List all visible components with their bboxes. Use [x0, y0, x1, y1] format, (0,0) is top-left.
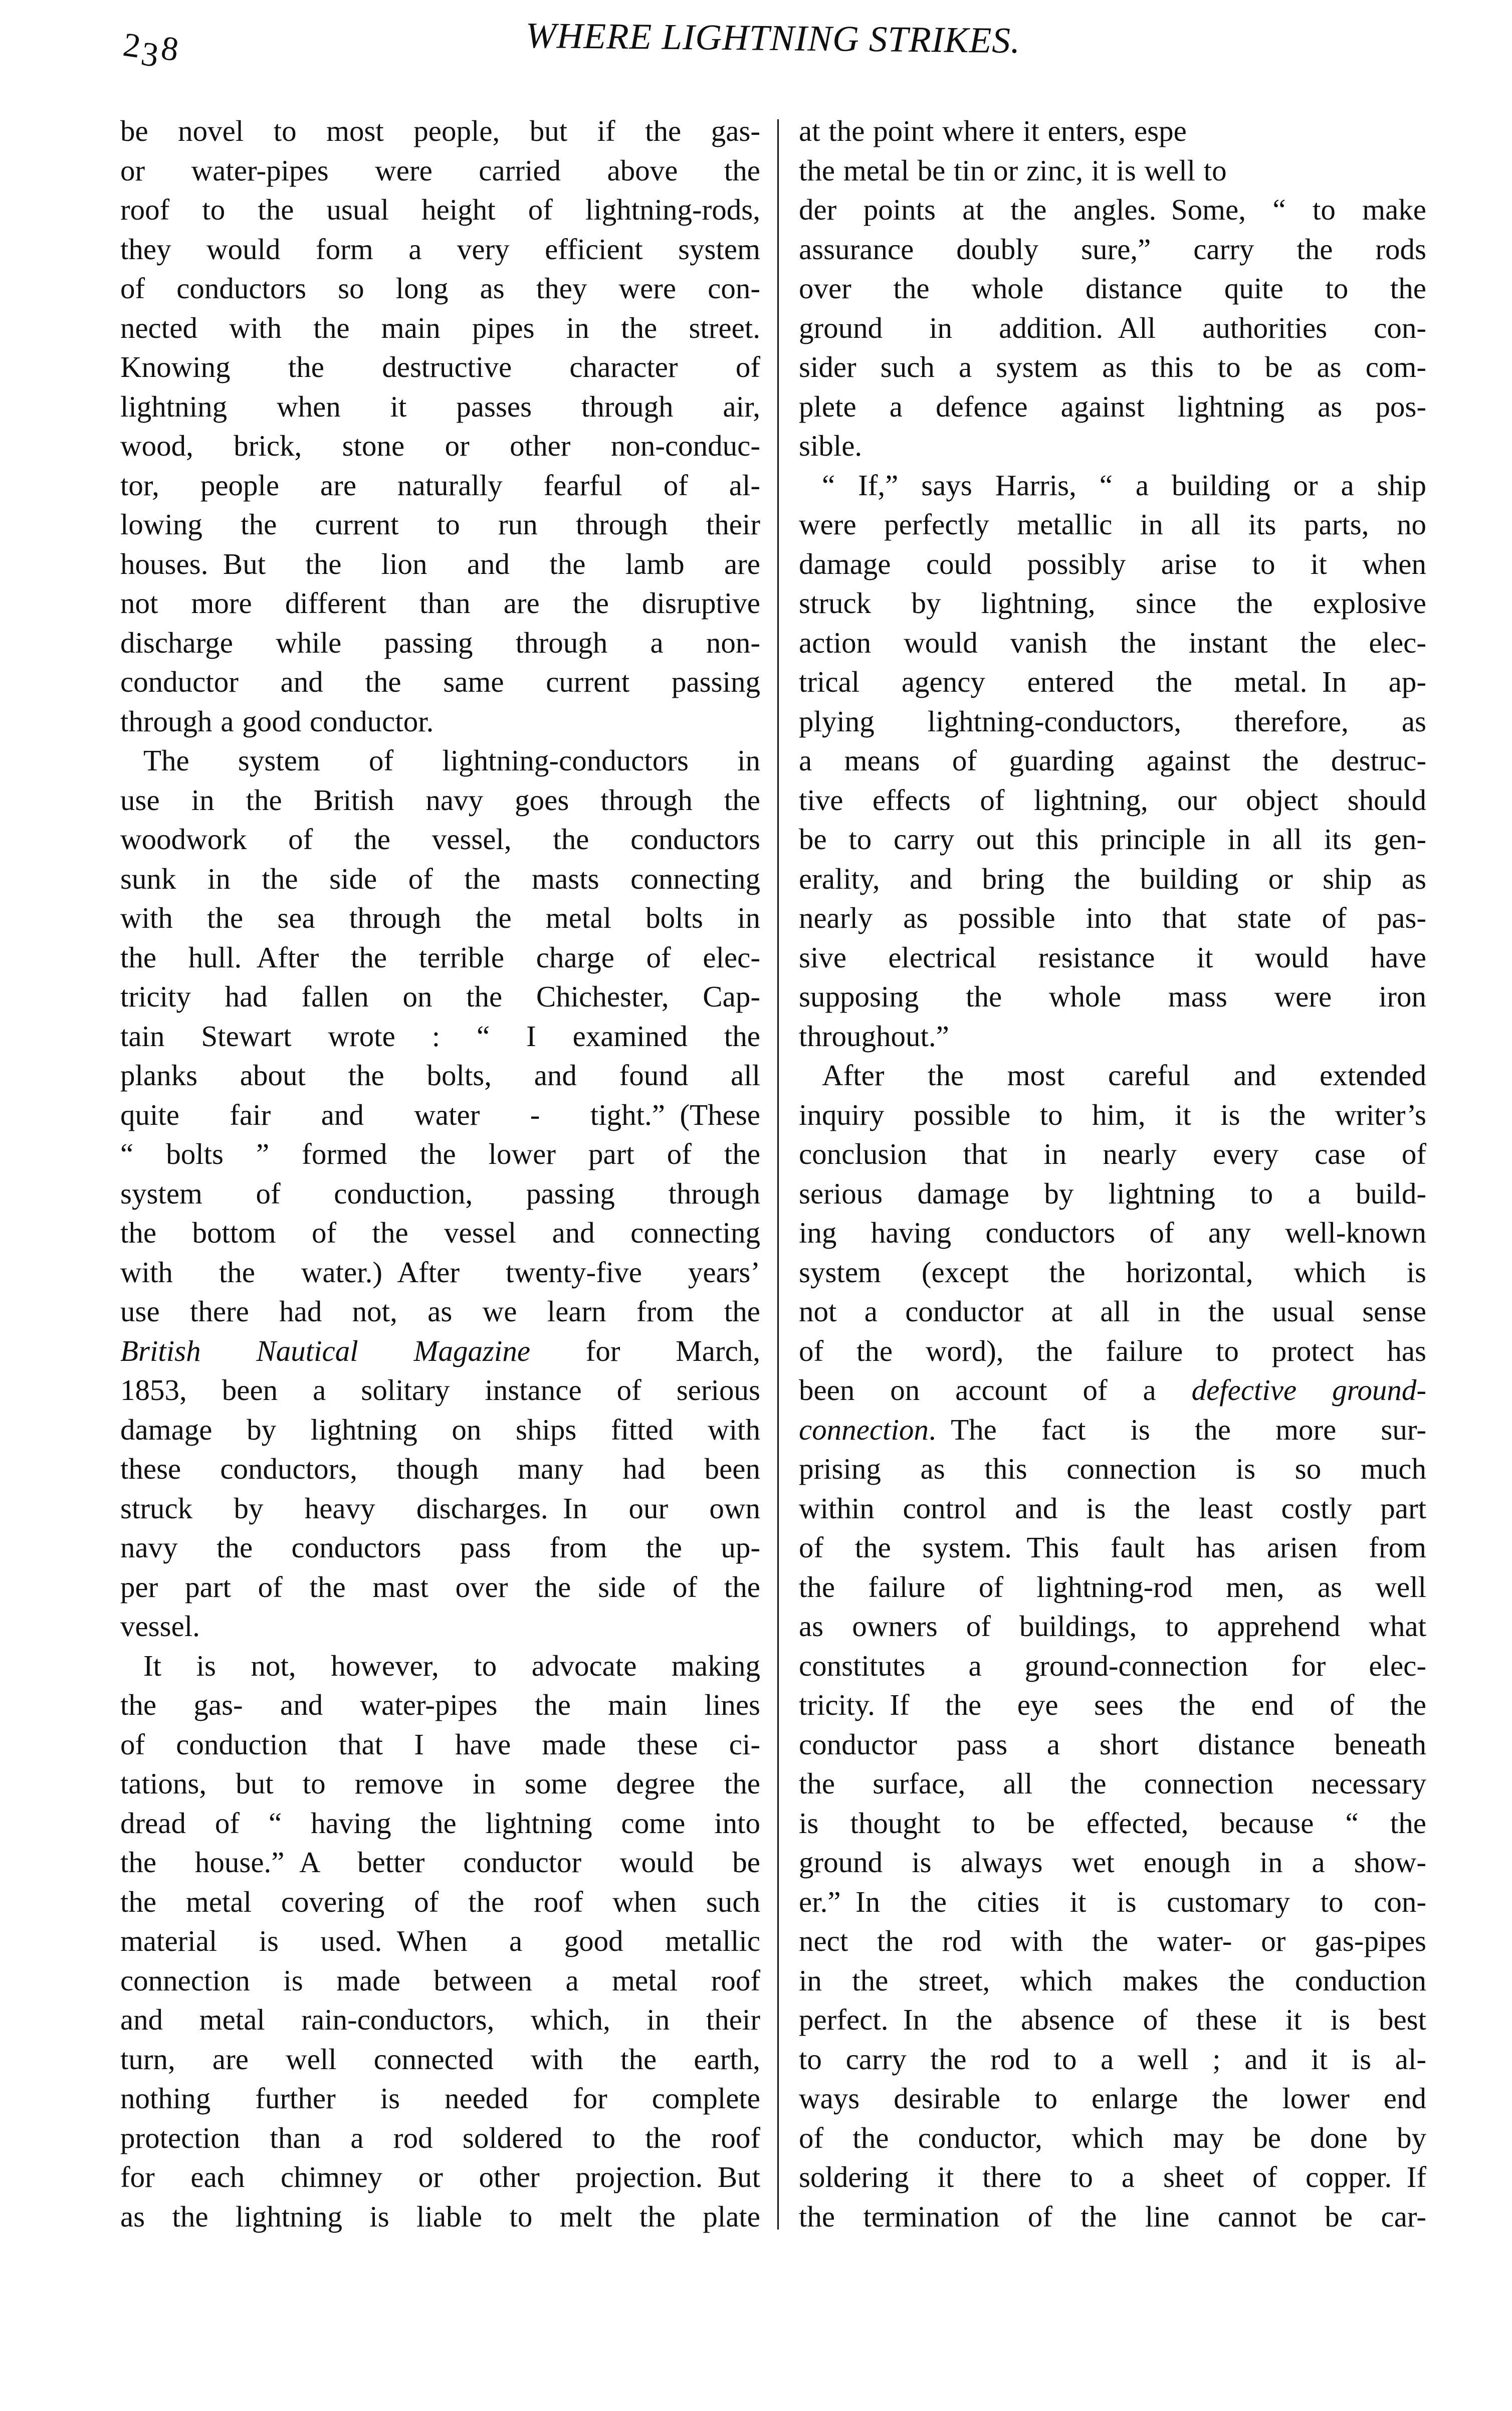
text-line: system of conduction, passing through — [120, 1176, 760, 1210]
text-line: with the water.) After twenty-five years’ — [120, 1255, 760, 1289]
text-line: is thought to be effected, because “ the — [799, 1806, 1426, 1840]
text-line: or water-pipes were carried above the — [120, 153, 760, 187]
text-line: the gas- and water-pipes the main lines — [120, 1688, 760, 1721]
text-line: connection is made between a metal roof — [120, 1963, 760, 1997]
text-line: of conductors so long as they were con- — [120, 272, 760, 305]
text-line: struck by heavy discharges. In our own — [120, 1491, 760, 1525]
page-number-digit: 8 — [158, 28, 183, 69]
text-line: ground is always wet enough in a show- — [799, 1846, 1426, 1879]
text-line: trical agency entered the metal. In ap- — [799, 665, 1426, 698]
text-line: as owners of buildings, to apprehend what — [799, 1610, 1426, 1643]
text-line: with the sea through the metal bolts in — [120, 901, 760, 934]
text-line: conclusion that in nearly every case of — [799, 1137, 1426, 1170]
text-line: assurance doubly sure,” carry the rods — [799, 232, 1426, 266]
text-line: for each chimney or other projection. But — [120, 2160, 760, 2193]
text-line: After the most careful and extended — [822, 1059, 1426, 1092]
text-line: ground in addition. All authorities con- — [799, 311, 1426, 344]
text-line: planks about the bolts, and found all — [120, 1059, 760, 1092]
text-line: the termination of the line cannot be car- — [799, 2199, 1426, 2233]
page-number-digit: 3 — [138, 34, 163, 75]
column-divider-rule — [777, 119, 779, 2230]
text-line: of the word), the failure to protect has — [799, 1334, 1426, 1367]
text-line: action would vanish the instant the elec- — [799, 626, 1426, 659]
text-line: erality, and bring the building or ship as — [799, 862, 1426, 895]
text-line: at the point where it enters, espe — [799, 114, 1187, 147]
text-line: damage by lightning on ships fitted with — [120, 1413, 760, 1446]
text-line: over the whole distance quite to the — [799, 272, 1426, 305]
text-line: the house.” A better conductor would be — [120, 1846, 760, 1879]
text-line: per part of the mast over the side of the — [120, 1570, 760, 1603]
text-line: plying lightning-conductors, therefore, as — [799, 704, 1426, 738]
text-line: the bottom of the vessel and connecting — [120, 1216, 760, 1249]
text-line: tain Stewart wrote : “ I examined the — [120, 1019, 760, 1053]
text-line: perfect. In the absence of these it is best — [799, 2003, 1426, 2036]
text-line: sunk in the side of the masts connecting — [120, 862, 760, 895]
text-line: they would form a very efficient system — [120, 232, 760, 266]
text-line: be to carry out this principle in all its gen- — [799, 823, 1426, 856]
text-line: struck by lightning, since the explosive — [799, 586, 1426, 620]
text-line: roof to the usual height of lightning-rods, — [120, 193, 760, 226]
text-line: be novel to most people, but if the gas- — [120, 114, 760, 147]
text-line: the metal covering of the roof when such — [120, 1885, 760, 1918]
text-line: to carry the rod to a well ; and it is al- — [799, 2042, 1426, 2076]
paragraph — [799, 466, 1426, 1056]
paragraph — [120, 1646, 760, 2237]
text-line: system (except the horizontal, which is — [799, 1255, 1426, 1289]
text-line: der points at the angles. Some, “ to make — [799, 193, 1426, 226]
paragraph — [799, 1056, 1426, 2236]
text-line: supposing the whole mass were iron — [799, 980, 1426, 1013]
text-line: “ bolts ” formed the lower part of the — [120, 1137, 760, 1170]
text-line: the hull. After the terrible charge of elec- — [120, 940, 760, 974]
text-line: Knowing the destructive character of — [120, 350, 760, 383]
text-line: nothing further is needed for complete — [120, 2082, 760, 2115]
paragraph — [799, 111, 1426, 466]
text-line: of the system. This fault has arisen from — [799, 1531, 1426, 1564]
text-line: sible. — [799, 429, 862, 462]
paragraph — [120, 111, 760, 741]
text-line: 1853, been a solitary instance of serious — [120, 1373, 760, 1407]
text-line: been on account of a defective ground- — [799, 1373, 1426, 1407]
text-line: British Nautical Magazine for March, — [120, 1334, 761, 1367]
text-line: “ If,” says Harris, “ a building or a ship — [822, 468, 1426, 502]
text-line: not more different than are the disruptive — [120, 586, 760, 620]
text-line: damage could possibly arise to it when — [799, 547, 1426, 580]
text-line: dread of “ having the lightning come into — [120, 1806, 760, 1840]
text-line: not a conductor at all in the usual sense — [799, 1295, 1426, 1328]
text-line: nected with the main pipes in the street. — [120, 311, 760, 344]
text-line: the metal be tin or zinc, it is well to — [799, 153, 1227, 187]
text-line: use there had not, as we learn from the — [120, 1295, 760, 1328]
text-line: through a good conductor. — [120, 704, 434, 738]
text-line: conductor pass a short distance beneath — [799, 1727, 1426, 1761]
text-line: use in the British navy goes through the — [120, 783, 760, 817]
text-line: and metal rain-conductors, which, in their — [120, 2003, 760, 2036]
right-text-column — [799, 111, 1426, 2236]
text-line: tations, but to remove in some degree the — [120, 1767, 760, 1800]
text-line: material is used. When a good metallic — [120, 1924, 760, 1957]
text-line: navy the conductors pass from the up- — [120, 1531, 760, 1564]
text-line: of the conductor, which may be done by — [799, 2121, 1426, 2154]
left-text-column — [120, 111, 760, 2236]
text-line: within control and is the least costly part — [799, 1491, 1426, 1525]
text-line: lightning when it passes through air, — [120, 389, 760, 423]
text-line: sider such a system as this to be as com- — [799, 350, 1426, 383]
text-line: prising as this connection is so much — [799, 1452, 1426, 1485]
text-line: a means of guarding against the destruc- — [799, 744, 1426, 777]
text-line: It is not, however, to advocate making — [143, 1649, 760, 1682]
text-line: in the street, which makes the conduction — [799, 1963, 1426, 1997]
text-line: as the lightning is liable to melt the plate — [120, 2199, 760, 2233]
text-line: were perfectly metallic in all its parts, no — [799, 508, 1426, 541]
text-line: quite fair and water - tight.” (These — [120, 1098, 760, 1131]
text-line: discharge while passing through a non- — [120, 626, 760, 659]
text-line: protection than a rod soldered to the roof — [120, 2121, 760, 2154]
text-line: tricity had fallen on the Chichester, Cap- — [120, 980, 760, 1013]
text-line: plete a defence against lightning as pos- — [799, 389, 1426, 423]
text-line: woodwork of the vessel, the conductors — [120, 823, 760, 856]
text-line: of conduction that I have made these ci- — [120, 1727, 760, 1761]
text-line: connection. The fact is the more sur- — [799, 1413, 1426, 1446]
text-line: the failure of lightning-rod men, as well — [799, 1570, 1426, 1603]
text-line: tor, people are naturally fearful of al- — [120, 468, 760, 502]
text-line: er.” In the cities it is customary to con- — [799, 1885, 1426, 1918]
paragraph — [120, 741, 760, 1646]
text-line: tive effects of lightning, our object should — [799, 783, 1426, 817]
text-line: nect the rod with the water- or gas-pipes — [799, 1924, 1426, 1957]
text-line: these conductors, though many had been — [120, 1452, 760, 1485]
text-line: tricity. If the eye sees the end of the — [799, 1688, 1426, 1721]
text-line: inquiry possible to him, it is the writer’s — [799, 1098, 1426, 1131]
text-line: vessel. — [120, 1610, 200, 1643]
text-line: The system of lightning-conductors in — [143, 744, 760, 777]
text-line: nearly as possible into that state of pas- — [799, 901, 1426, 934]
text-line: throughout.” — [799, 1019, 949, 1053]
text-line: the surface, all the connection necessary — [799, 1767, 1426, 1800]
text-line: conductor and the same current passing — [120, 665, 760, 698]
text-line: ways desirable to enlarge the lower end — [799, 2082, 1426, 2115]
page-number-digit: 2 — [121, 25, 145, 66]
text-line: soldering it there to a sheet of copper. If — [799, 2160, 1426, 2193]
text-line: turn, are well connected with the earth, — [120, 2042, 760, 2076]
text-line: wood, brick, stone or other non-conduc- — [120, 429, 760, 462]
text-line: houses. But the lion and the lamb are — [120, 547, 760, 580]
running-title: WHERE LIGHTNING STRIKES. — [525, 15, 1021, 61]
text-line: constitutes a ground-connection for elec- — [799, 1649, 1426, 1682]
text-line: lowing the current to run through their — [120, 508, 760, 541]
text-line: sive electrical resistance it would have — [799, 940, 1426, 974]
text-line: serious damage by lightning to a build- — [799, 1176, 1426, 1210]
text-line: ing having conductors of any well-known — [799, 1216, 1426, 1249]
